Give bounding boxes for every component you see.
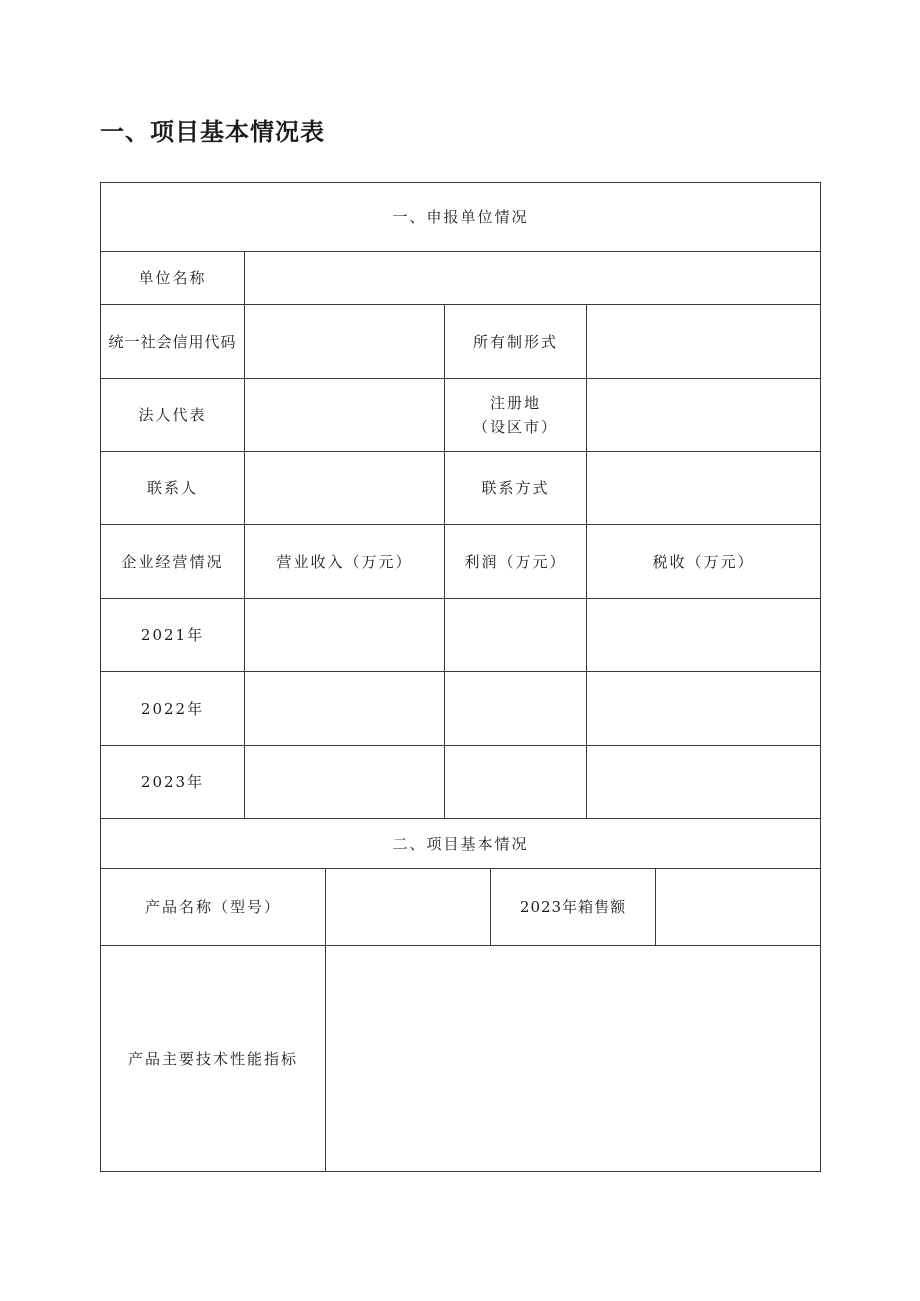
tax-field[interactable] xyxy=(587,746,821,819)
contact-field[interactable] xyxy=(245,452,445,525)
revenue-field[interactable] xyxy=(245,599,445,672)
profit-field[interactable] xyxy=(445,599,587,672)
profit-field[interactable] xyxy=(445,746,587,819)
tax-field[interactable] xyxy=(587,672,821,746)
indicators-row xyxy=(101,946,821,1172)
legal-rep-label: 法人代表 xyxy=(101,379,245,452)
contact-row xyxy=(101,452,821,525)
reg-place-field[interactable] xyxy=(587,379,821,452)
year-label: 2022年 xyxy=(101,672,245,746)
year-label: 2023年 xyxy=(101,746,245,819)
year-label: 2021年 xyxy=(101,599,245,672)
business-label: 企业经营情况 xyxy=(101,525,245,599)
legal-rep-field[interactable] xyxy=(245,379,445,452)
section1-header-row xyxy=(101,183,821,252)
section2-header: 二、项目基本情况 xyxy=(101,819,821,869)
tax-label: 税收（万元） xyxy=(587,525,821,599)
year-row xyxy=(101,746,821,819)
business-header-row xyxy=(101,525,821,599)
contact-label: 联系人 xyxy=(101,452,245,525)
revenue-label: 营业收入（万元） xyxy=(245,525,445,599)
profit-label: 利润（万元） xyxy=(445,525,587,599)
unit-name-field[interactable] xyxy=(245,252,821,305)
unit-name-row xyxy=(101,252,821,305)
project-info-form xyxy=(100,182,821,1172)
ownership-field[interactable] xyxy=(587,305,821,379)
contact-method-field[interactable] xyxy=(587,452,821,525)
reg-place-label-line1: 注册地 xyxy=(489,394,541,412)
profit-field[interactable] xyxy=(445,672,587,746)
sales-label: 2023年箱售额 xyxy=(491,869,656,946)
tax-field[interactable] xyxy=(587,599,821,672)
page-title: 一、项目基本情况表 xyxy=(100,118,325,146)
legal-rep-row xyxy=(101,379,821,452)
unit-name-label: 单位名称 xyxy=(101,252,245,305)
credit-code-field[interactable] xyxy=(245,305,445,379)
credit-code-row xyxy=(101,305,821,379)
revenue-field[interactable] xyxy=(245,746,445,819)
indicators-field[interactable] xyxy=(326,946,821,1172)
section2-header-row xyxy=(101,819,821,869)
indicators-label: 产品主要技术性能指标 xyxy=(101,946,326,1172)
sales-field[interactable] xyxy=(656,869,821,946)
product-name-row xyxy=(101,869,821,946)
contact-method-label: 联系方式 xyxy=(445,452,587,525)
year-row xyxy=(101,672,821,746)
reg-place-label xyxy=(445,379,587,452)
reg-place-label-line2: （设区市） xyxy=(472,418,558,436)
ownership-label: 所有制形式 xyxy=(445,305,587,379)
product-name-label: 产品名称（型号） xyxy=(101,869,326,946)
section1-header: 一、申报单位情况 xyxy=(101,183,821,252)
revenue-field[interactable] xyxy=(245,672,445,746)
credit-code-label: 统一社会信用代码 xyxy=(101,305,245,379)
product-name-field[interactable] xyxy=(326,869,491,946)
year-row xyxy=(101,599,821,672)
